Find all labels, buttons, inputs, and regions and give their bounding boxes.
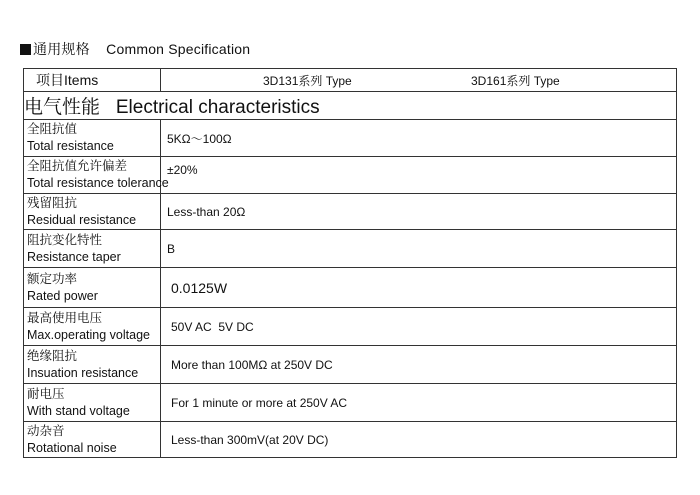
label-en: Total resistance — [27, 139, 114, 153]
row-value: For 1 minute or more at 250V AC — [161, 384, 677, 422]
label-zh: 绝缘阻抗 — [27, 348, 78, 363]
row-value: Less-than 300mV(at 20V DC) — [161, 422, 677, 458]
row-label — [24, 194, 161, 230]
label-zh: 最高使用电压 — [27, 310, 103, 325]
header-type-3d161: 3D161系列 Type — [471, 74, 560, 88]
header-types — [161, 69, 677, 92]
label-zh: 额定功率 — [27, 271, 78, 286]
label-en: Insuation resistance — [27, 365, 139, 380]
table-row — [24, 194, 677, 230]
table-row — [24, 157, 677, 194]
label-zh: 阻抗变化特性 — [27, 232, 103, 247]
row-label — [24, 422, 161, 458]
label-en: With stand voltage — [27, 403, 130, 418]
label-en: Rated power — [27, 288, 98, 303]
row-label — [24, 308, 161, 346]
label-en: Resistance taper — [27, 249, 121, 264]
table-row — [24, 268, 677, 308]
section-title-zh: 电气性能 — [24, 97, 101, 118]
label-zh: 全阻抗值允许偏差 — [27, 159, 128, 173]
square-bullet-icon — [20, 44, 31, 55]
row-value: B — [161, 230, 677, 268]
table-row — [24, 422, 677, 458]
section-title-en: Electrical characteristics — [115, 97, 320, 118]
header-type-3d131: 3D131系列 Type — [263, 74, 352, 88]
table-row — [24, 230, 677, 268]
label-zh: 动杂音 — [27, 423, 65, 438]
row-value: Less-than 20Ω — [161, 194, 677, 230]
row-value: More than 100MΩ at 250V DC — [161, 346, 677, 384]
table-row — [24, 384, 677, 422]
spec-table — [23, 68, 677, 458]
row-label — [24, 230, 161, 268]
title-en: Common Specification — [106, 41, 251, 57]
section-row — [24, 92, 677, 120]
row-value: 5KΩ～100Ω — [161, 120, 677, 157]
row-value: 0.0125W — [161, 268, 677, 308]
row-label — [24, 120, 161, 157]
row-value: ±20% — [161, 157, 677, 194]
header-row — [24, 69, 677, 92]
header-items: 项目Items — [24, 69, 161, 92]
section-title — [24, 92, 677, 120]
row-label — [24, 268, 161, 308]
row-label — [24, 157, 169, 194]
label-zh: 残留阻抗 — [27, 195, 78, 210]
label-zh: 全阻抗值 — [27, 122, 78, 136]
label-en: Max.operating voltage — [27, 327, 150, 342]
title-zh: 通用规格 — [33, 41, 90, 57]
row-label — [24, 346, 161, 384]
table-row — [24, 120, 677, 157]
label-zh: 耐电压 — [27, 386, 65, 401]
row-label — [24, 384, 161, 422]
document-title — [20, 39, 250, 59]
row-value: 50V AC 5V DC — [161, 308, 677, 346]
label-en: Residual resistance — [27, 212, 137, 227]
table-row — [24, 308, 677, 346]
table-row — [24, 346, 677, 384]
label-en: Rotational noise — [27, 440, 117, 455]
label-en: Total resistance tolerance — [27, 176, 169, 190]
